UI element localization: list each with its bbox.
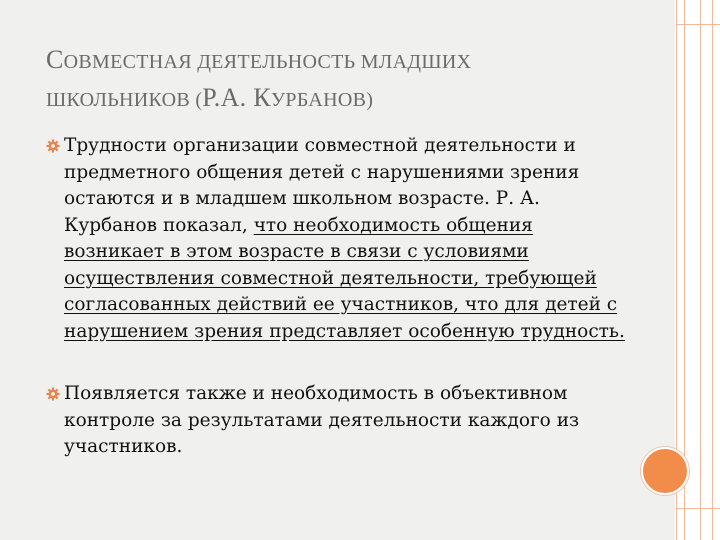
bullet-item <box>48 133 628 345</box>
decorative-vertical-line <box>700 0 701 540</box>
title-line-1: СОВМЕСТНАЯ ДЕЯТЕЛЬНОСТЬ МЛАДШИХ <box>46 45 472 74</box>
bullet-text: Появляется также и необходимость в объективном контроле за результатами деятельности каждого из участников. <box>64 383 580 457</box>
decorative-horizontal-line <box>676 24 720 25</box>
decorative-vertical-line <box>712 0 713 540</box>
bullet-text-underlined: что необходимость общения возникает в этом возрасте в связи с условиями осуществления совместной деятельности, требующей согласованных действий ее участников, что для детей с нарушением зрения представляет особенную трудность. <box>64 214 625 342</box>
bullet-item <box>48 381 628 461</box>
decorative-circle <box>641 447 689 495</box>
bullet-list <box>48 133 628 461</box>
decorative-horizontal-line <box>676 508 720 509</box>
gear-icon <box>46 387 60 401</box>
gear-icon <box>46 139 60 153</box>
title-line-2: ШКОЛЬНИКОВ (Р.А. КУРБАНОВ) <box>46 83 374 112</box>
bullet-text: Трудности организации совместной деятельности и предметного общения детей с нарушениями зрения остаются и в младшем школьном возрасте. Р. А. Курбанов показал, <box>64 135 580 236</box>
slide-title <box>46 42 646 118</box>
